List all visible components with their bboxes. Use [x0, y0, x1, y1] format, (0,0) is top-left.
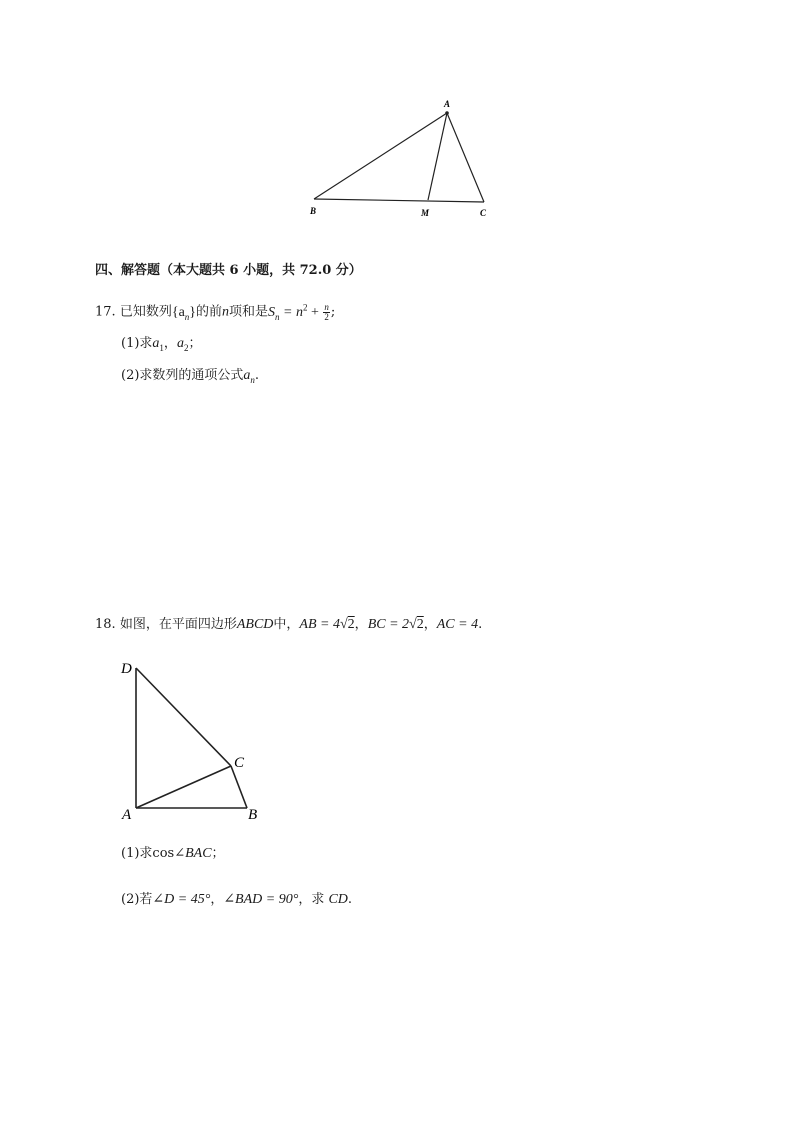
- segment-bc: [314, 199, 484, 202]
- segment-ac: [136, 766, 231, 808]
- label-m: M: [421, 208, 430, 218]
- triangle-abm-figure: [300, 95, 510, 225]
- question-18-part-1: (1)求cos∠BAC；: [121, 846, 225, 861]
- section-title: 四、解答题（本大题共 6 小题，共 72.0 分）: [95, 263, 362, 278]
- label-b: B: [310, 206, 317, 216]
- label-c: C: [480, 208, 487, 218]
- segment-am: [428, 113, 447, 200]
- question-18-number: 18.: [95, 617, 116, 632]
- question-18-stem: 18. 如图，在平面四边形ABCD中，AB = 4√2，BC = 2√2，AC = 4.: [95, 617, 483, 632]
- label-b: B: [248, 807, 258, 823]
- label-c: C: [234, 755, 245, 771]
- question-17-stem: 17. 已知数列$\{a_n\}$的前n项和是$S_n = n^2$ + $\frac{n}{2}$ ;: [95, 301, 336, 322]
- segment-cb: [231, 766, 247, 808]
- quadrilateral-abcd-figure: [115, 652, 275, 827]
- segment-dc: [136, 668, 231, 766]
- question-17-part-1: (1)求$a_1$，$a_2$；: [121, 336, 202, 353]
- vertex-a-dot: [445, 111, 449, 115]
- label-a: A: [444, 99, 451, 109]
- question-17-number: 17.: [95, 304, 116, 320]
- question-18-part-2: (2)若∠D = 45°，∠BAD = 90°，求 CD.: [121, 892, 353, 907]
- segment-ab: [314, 113, 447, 199]
- segment-ac: [447, 113, 484, 202]
- label-a: A: [122, 807, 132, 823]
- fraction-n-over-2: $\frac{n}{2}$: [324, 301, 329, 322]
- label-d: D: [121, 661, 132, 677]
- question-17-part-2: (2)求数列的通项公式$a_n$.: [121, 368, 260, 385]
